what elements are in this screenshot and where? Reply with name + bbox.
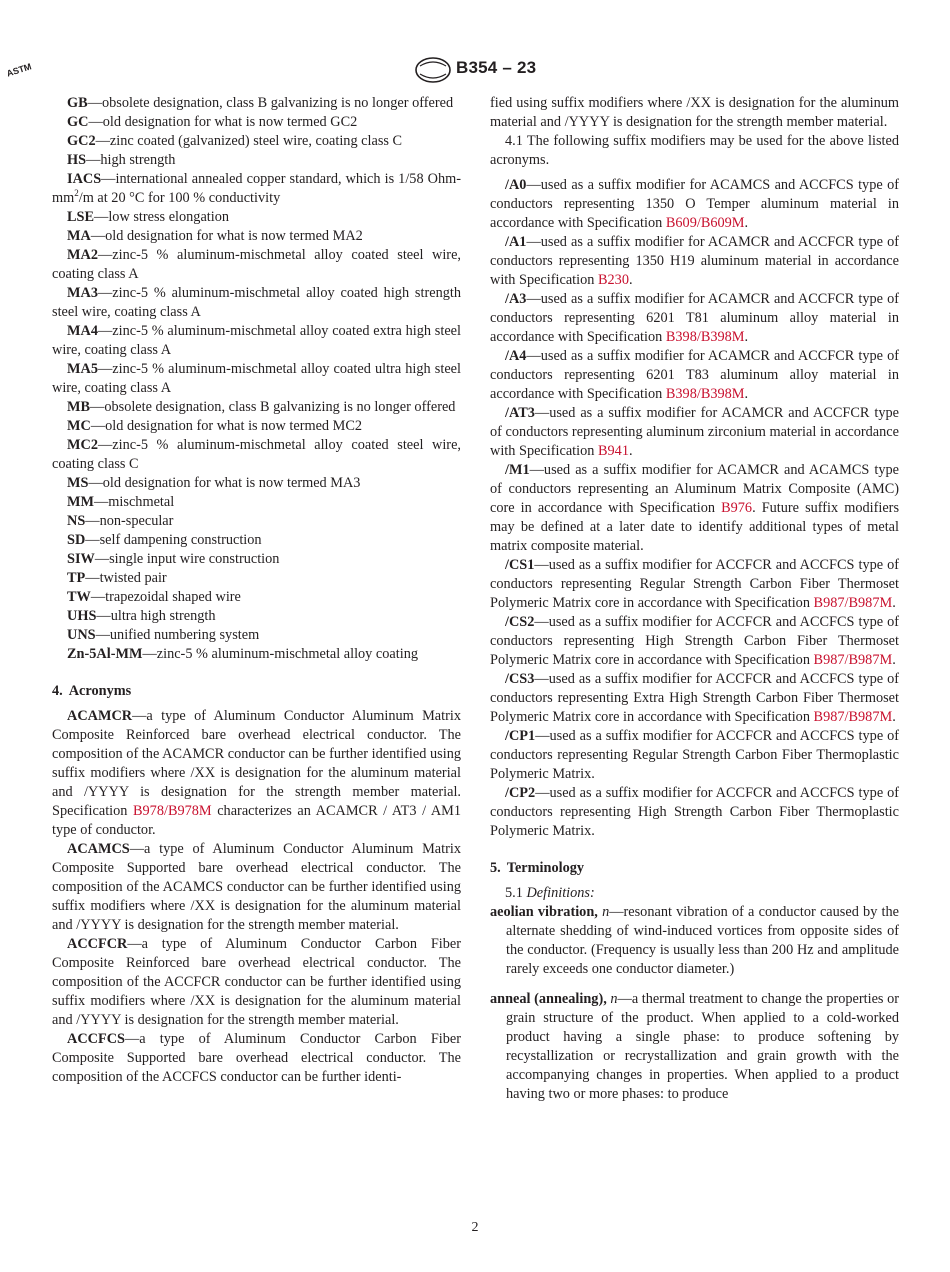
spec-link[interactable]: B987/B987M [813,595,893,611]
definition-entry: TW—trapezoidal shaped wire [67,589,241,605]
definition-entry: MA3—zinc-5 % aluminum-mischmetal alloy coated high strength steel wire, coating class A [52,285,461,320]
definition-entry: LSE—low stress elongation [67,209,230,225]
definition-entry: MB—obsolete designation, class B galvanizing is no longer offered [67,399,456,415]
spec-link[interactable]: B398/B398M [665,386,745,402]
spec-link[interactable]: B941 [598,443,629,459]
acronym-entry: ACAMCS—a type of Aluminum Conductor Aluminum Matrix Composite Supported bare overhead electrical conductor. The composition of the ACAMCS conductor can be further identified using suffix modifiers where /XX is designation for the aluminum material and /YYYY is designation for the strength member material. [52,841,461,933]
definition-entry: HS—high strength [67,152,176,168]
spec-link[interactable]: B987/B987M [813,709,893,725]
suffix-entry: /A3—used as a suffix modifier for ACAMCR and ACCFCR type of conductors representing 6201 T81 aluminum alloy material in accordance with Specification B398/B398M. [490,291,899,345]
document-designation: B354 – 23 [456,58,537,77]
definition-entry: MM—mischmetal [67,494,175,510]
definition-entry: GC2—zinc coated (galvanized) steel wire, coating class C [67,133,403,149]
spec-link[interactable]: B987/B987M [813,652,893,668]
suffix-entry: /CS2—used as a suffix modifier for ACCFCR and ACCFCS type of conductors representing High Strength Carbon Fiber Thermoset Polymeric Matrix core in accordance with Specification B987/B987M. [490,614,899,668]
definition-entry: MA5—zinc-5 % aluminum-mischmetal alloy coated ultra high steel wire, coating class A [52,361,461,396]
spec-link[interactable]: B978/B978M [133,803,212,819]
right-column [490,94,899,1104]
acronym-entry: ACCFCS—a type of Aluminum Conductor Carbon Fiber Composite Supported bare overhead electrical conductor. The composition of the ACCFCS conductor can be further identi- [52,1031,461,1085]
spec-link[interactable]: B230 [598,272,629,288]
definition-entry: MC—old designation for what is now termed MC2 [67,418,363,434]
logo-text: ASTM [5,61,33,79]
continuation-text: fied using suffix modifiers where /XX is designation for the aluminum material and /YYYY is designation for the strength member material. [490,95,899,130]
astm-logo-icon [414,56,452,84]
paragraph-4-1: 4.1 The following suffix modifiers may be used for the above listed acronyms. [490,133,899,168]
suffix-entry: /CS3—used as a suffix modifier for ACCFCR and ACCFCS type of conductors representing Extra High Strength Carbon Fiber Thermoset Polymeric Matrix core in accordance with Specification B987/B987M. [490,671,899,725]
definition-entry: TP—twisted pair [67,570,167,586]
definition-entry: IACS—international annealed copper standard, which is 1/58 Ohm-$mm^2/m$ at 20 °C for 100 % conductivity [52,171,461,206]
suffix-entry: /A4—used as a suffix modifier for ACAMCR and ACCFCR type of conductors representing 6201 T83 aluminum alloy material in accordance with Specification B398/B398M. [490,348,899,402]
page-number: 2 [471,1220,479,1235]
left-column [52,94,461,1087]
spec-link[interactable]: B398/B398M [665,329,745,345]
definition-entry: UNS—unified numbering system [67,627,260,643]
definition-entry: MS—old designation for what is now termed MA3 [67,475,361,491]
definition-entry: MA2—zinc-5 % aluminum-mischmetal alloy coated steel wire, coating class A [52,247,461,282]
suffix-entry: /A0—used as a suffix modifier for ACAMCS and ACCFCS type of conductors representing 1350 O Temper aluminum material in accordance with Specification B609/B609M. [490,177,899,231]
suffix-entry: /CP1—used as a suffix modifier for ACCFCR and ACCFCS type of conductors representing Regular Strength Carbon Fiber Thermoplastic Polymeric Matrix. [490,728,899,782]
definition-entry: SIW—single input wire construction [67,551,280,567]
definition-entry: NS—non-specular [67,513,174,529]
terminology-entry: anneal (annealing), n—a thermal treatment to change the properties or grain structure of the product. When applied to a cold-worked product having a single phase: to produce softening by recystallization or recrystallization and grain growth with the accompanying changes in properties. When applied to a product having two or more phases: to produce [490,991,899,1102]
definition-entry: MA4—zinc-5 % aluminum-mischmetal alloy coated extra high steel wire, coating class A [52,323,461,358]
spec-link[interactable]: B976 [721,500,753,516]
section-heading-acronyms: 4. Acronyms [52,683,132,699]
page-header [0,56,950,86]
suffix-entry: /CS1—used as a suffix modifier for ACCFCR and ACCFCS type of conductors representing Regular Strength Carbon Fiber Thermoset Polymeric Matrix core in accordance with Specification B987/B987M. [490,557,899,611]
definition-entry: MC2—zinc-5 % aluminum-mischmetal alloy coated steel wire, coating class C [52,437,461,472]
definition-entry: GC—old designation for what is now termed GC2 [67,114,358,130]
terminology-entry: aeolian vibration, n—resonant vibration of a conductor caused by the alternate shedding of wind-induced vortices from opposite sides of the conductor. (Frequency is usually less than 200 Hz and amplitude rarely exceeds one conductor diameter.) [490,904,900,977]
section-heading-terminology: 5. Terminology [490,860,585,876]
definition-entry: MA—old designation for what is now termed MA2 [67,228,363,244]
definition-entry: UHS—ultra high strength [67,608,216,624]
spec-link[interactable]: B609/B609M [665,215,745,231]
suffix-entry: /CP2—used as a suffix modifier for ACCFCR and ACCFCS type of conductors representing High Strength Carbon Fiber Thermoplastic Polymeric Matrix. [490,785,899,839]
suffix-entry: /M1—used as a suffix modifier for ACAMCR and ACAMCS type of conductors representing an Aluminum Matrix Composite (AMC) core in accordance with Specification B976. Future suffix modifiers may be defined at a later date to identify additional types of metal matrix composite material. [490,462,900,554]
subsection-5-1: 5.1 Definitions: [505,885,595,901]
definition-entry: GB—obsolete designation, class B galvanizing is no longer offered [67,95,454,111]
suffix-entry: /A1—used as a suffix modifier for ACAMCR and ACCFCR type of conductors representing 1350 H19 aluminum material in accordance with Specification B230. [490,234,899,288]
suffix-entry: /AT3—used as a suffix modifier for ACAMCR and ACCFCR type of conductors representing aluminum zirconium material in accordance with Specification B941. [490,405,899,459]
definition-entry: Zn-5Al-MM—zinc-5 % aluminum-mischmetal alloy coating [67,646,418,662]
acronym-entry: ACAMCR—a type of Aluminum Conductor Aluminum Matrix Composite Reinforced bare overhead electrical conductor. The composition of the ACAMCR conductor can be further identified using suffix modifiers where /XX is designation for the aluminum material and /YYYY is designation for the strength member material. Specification B978/B978M characterizes an ACAMCR / AT3 / AM1 type of conductor. [52,708,461,838]
acronym-entry: ACCFCR—a type of Aluminum Conductor Carbon Fiber Composite Reinforced bare overhead electrical conductor. The composition of the ACCFCR conductor can be further identified using suffix modifiers where /XX is designation for the aluminum material and /YYYY is designation for the strength member material. [52,936,461,1028]
definition-entry: SD—self dampening construction [67,532,262,548]
